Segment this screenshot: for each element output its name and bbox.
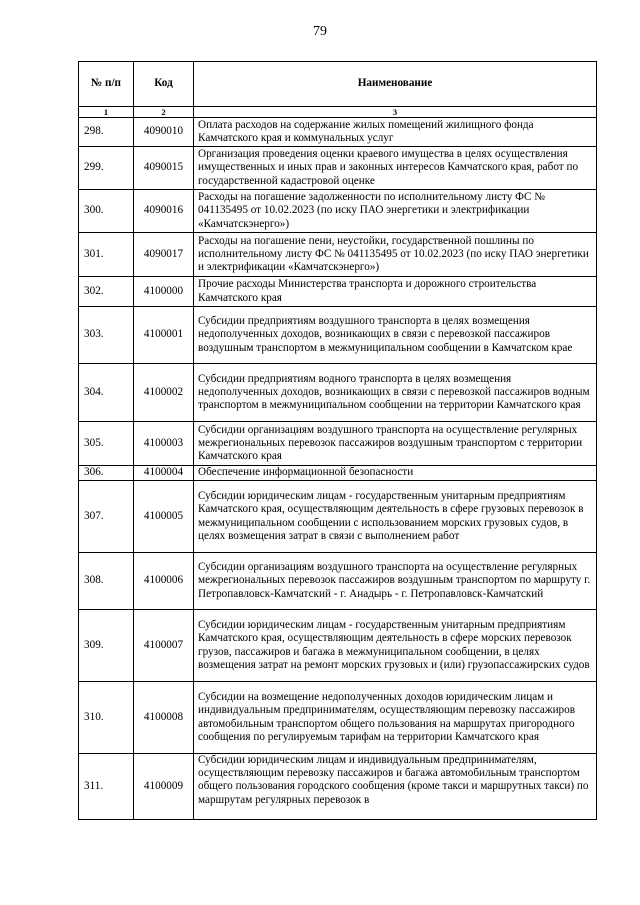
column-index: 3	[194, 107, 597, 118]
header-name: Наименование	[194, 62, 597, 107]
row-code: 4100005	[134, 481, 194, 553]
row-number: 300.	[79, 190, 134, 233]
row-number: 308.	[79, 553, 134, 610]
table-row	[79, 190, 597, 233]
row-number: 298.	[79, 118, 134, 147]
row-code: 4100000	[134, 277, 194, 307]
row-name: Субсидии юридическим лицам и индивидуальным предпринимателям, осуществляющим перевозку пассажиров и багажа автомобильным транспортом общего пользования городского сообщения (кроме такси и маршрутных такси) по маршрутам регулярных перевозок в	[194, 754, 597, 820]
row-name: Субсидии предприятиям воздушного транспорта в целях возмещения недополученных доходов, возникающих в связи с перевозкой пассажиров воздушным транспортом в межмуниципальном сообщении в Камчатском крае	[194, 307, 597, 364]
row-name: Оплата расходов на содержание жилых помещений жилищного фонда Камчатского края и коммунальных услуг	[194, 118, 597, 147]
row-number: 304.	[79, 364, 134, 422]
table-row	[79, 364, 597, 422]
table-row	[79, 277, 597, 307]
page-number: 79	[313, 24, 327, 39]
table-row	[79, 610, 597, 682]
row-name: Субсидии предприятиям водного транспорта в целях возмещения недополученных доходов, возникающих в связи с перевозкой пассажиров водным транспортом в межмуниципальном сообщении на территории Камчатского края	[194, 364, 597, 422]
table-row	[79, 118, 597, 147]
row-number: 302.	[79, 277, 134, 307]
row-name: Субсидии организациям воздушного транспорта на осуществление регулярных межрегиональных перевозок пассажиров воздушным транспортом по маршруту г. Петропавловск-Камчатский - г. Анадырь - г. Петропавловск-Камчатский	[194, 553, 597, 610]
row-code: 4090010	[134, 118, 194, 147]
row-name: Расходы на погашение пени, неустойки, государственной пошлины по исполнительному листу ФС № 041135495 от 10.02.2023 (по иску ПАО энергетики и электрификации «Камчатскэнерго»)	[194, 233, 597, 277]
row-number: 310.	[79, 682, 134, 754]
column-index-row	[79, 107, 597, 118]
header-number: № п/п	[79, 62, 134, 107]
row-code: 4100006	[134, 553, 194, 610]
row-name: Субсидии юридическим лицам - государственным унитарным предприятиям Камчатского края, осуществляющим деятельность в сфере морских перевозок грузов, пассажиров и багажа в межмуниципальном сообщении, в целях возмещения затрат на ремонт морских грузовых и (или) грузопассажирских судов	[194, 610, 597, 682]
row-code: 4090017	[134, 233, 194, 277]
row-name: Прочие расходы Министерства транспорта и дорожного строительства Камчатского края	[194, 277, 597, 307]
row-number: 303.	[79, 307, 134, 364]
row-name: Обеспечение информационной безопасности	[194, 466, 597, 481]
row-number: 301.	[79, 233, 134, 277]
row-code: 4090015	[134, 147, 194, 190]
row-code: 4100004	[134, 466, 194, 481]
row-code: 4100002	[134, 364, 194, 422]
classification-table	[78, 61, 597, 820]
row-number: 307.	[79, 481, 134, 553]
column-index: 2	[134, 107, 194, 118]
table-row	[79, 466, 597, 481]
row-number: 306.	[79, 466, 134, 481]
table-row	[79, 422, 597, 466]
table-row	[79, 481, 597, 553]
row-code: 4100003	[134, 422, 194, 466]
table-row	[79, 754, 597, 820]
row-name: Организация проведения оценки краевого имущества в целях осуществления имущественных и иных прав и законных интересов Камчатского края, работ по государственной кадастровой оценке	[194, 147, 597, 190]
table-row	[79, 233, 597, 277]
table-row	[79, 682, 597, 754]
table-row	[79, 553, 597, 610]
row-name: Субсидии юридическим лицам - государственным унитарным предприятиям Камчатского края, осуществляющим деятельность в сфере грузовых перевозок в межмуниципальном сообщении с использованием морских грузовых судов, в целях возмещения затрат в связи с выполнением работ	[194, 481, 597, 553]
table-row	[79, 147, 597, 190]
table-row	[79, 307, 597, 364]
row-name: Субсидии на возмещение недополученных доходов юридическим лицам и индивидуальным предпринимателям, осуществляющим перевозку пассажиров автомобильным транспортом общего пользования на маршрутах пригородного сообщения по регулируемым тарифам на территории Камчатского края	[194, 682, 597, 754]
row-code: 4100007	[134, 610, 194, 682]
row-name: Расходы на погашение задолженности по исполнительному листу ФС № 041135495 от 10.02.2023 (по иску ПАО энергетики и электрификации «Камчатскэнерго»)	[194, 190, 597, 233]
row-number: 299.	[79, 147, 134, 190]
row-number: 305.	[79, 422, 134, 466]
row-code: 4100001	[134, 307, 194, 364]
row-name: Субсидии организациям воздушного транспорта на осуществление регулярных межрегиональных перевозок пассажиров воздушным транспортом с территории Камчатского края	[194, 422, 597, 466]
header-code: Код	[134, 62, 194, 107]
row-code: 4100009	[134, 754, 194, 820]
table-header-row	[79, 62, 597, 107]
row-number: 311.	[79, 754, 134, 820]
row-number: 309.	[79, 610, 134, 682]
row-code: 4100008	[134, 682, 194, 754]
column-index: 1	[79, 107, 134, 118]
row-code: 4090016	[134, 190, 194, 233]
